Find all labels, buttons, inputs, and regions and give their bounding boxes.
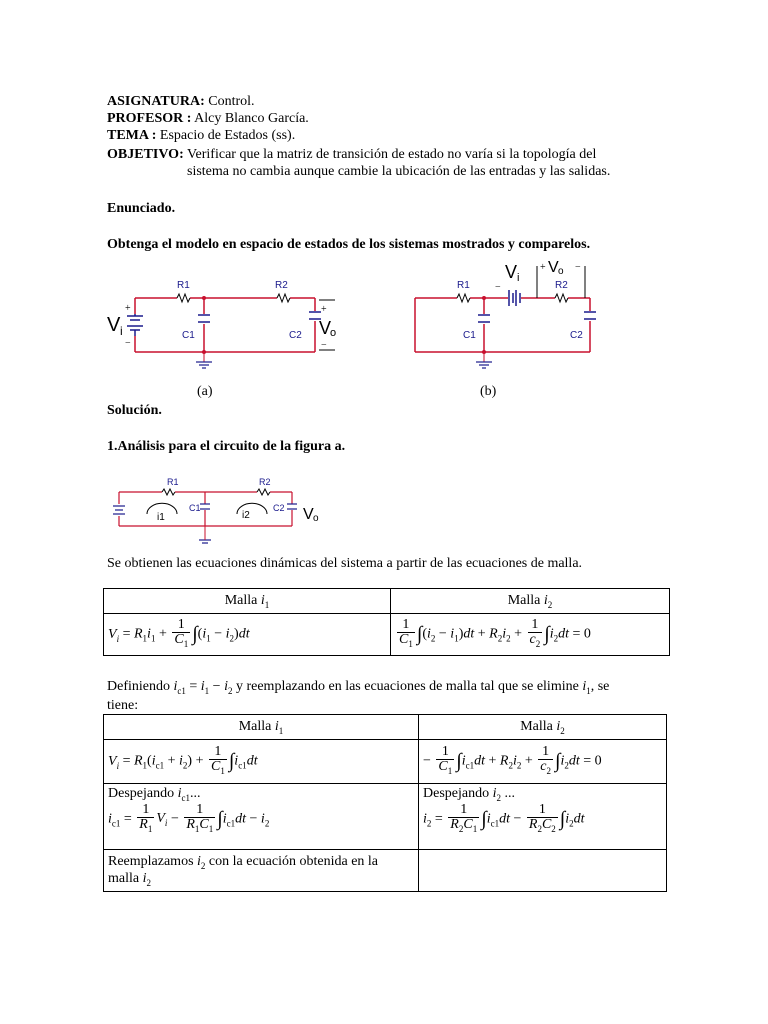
label-vi-sub: i (120, 324, 123, 338)
label-vi: V (107, 314, 121, 336)
circuit-figure-b (415, 256, 600, 384)
mesh-equations-table (103, 588, 670, 656)
asignatura-line (107, 93, 255, 110)
dynamics-text: Se obtienen las ecuaciones dinámicas del sistema a partir de las ecuaciones de malla. (107, 556, 583, 571)
table2-eq-2: − $\frac{1}{C_1}$ $\int i_{c1}dt + R_2i_2$ + $\frac{1}{c_2}$ $\int i_2dt = 0$ (419, 740, 667, 784)
label-c2-m: C2 (273, 503, 285, 513)
table2-despejando-1: Despejando $i_{c1}$... $i_{c1}$ = $\frac{1}{R_1}$ $V_i$ − $\frac{1}{R_1C_1}$ $\int i_{c1}dt - i_2$ (104, 784, 419, 850)
label-r2-m: R2 (259, 477, 271, 487)
label-vi-sub-b: i (517, 272, 520, 284)
label-vo: V (319, 318, 332, 338)
label-vi-b: V (505, 262, 518, 282)
label-vi-minus-b: − (495, 282, 501, 293)
substitution-table (103, 714, 667, 892)
label-c2: C2 (289, 330, 302, 341)
table2-reemplazamos: Reemplazamos $i_2$ con la ecuación obtenida en la malla $i_2$ (104, 850, 419, 892)
table1-header-1: Malla $i_1$ (104, 589, 391, 614)
table2-header-1: Malla $i_1$ (104, 715, 419, 740)
label-c1-b: C1 (463, 330, 476, 341)
objetivo-label: OBJETIVO: (107, 147, 184, 162)
table1-eq-1: $V_i = R_1i_1$ + $\frac{1}{C_1}$ $\int(i_1 - i_2)dt$ (104, 614, 391, 656)
tema-value: Espacio de Estados (ss). (159, 128, 296, 143)
label-vo-sub-b: o (558, 266, 564, 277)
label-r1: R1 (177, 280, 190, 291)
label-r2: R2 (275, 280, 288, 291)
label-vi-minus: − (125, 338, 131, 349)
label-r1-b: R1 (457, 280, 470, 291)
label-r2-b: R2 (555, 280, 568, 291)
definiendo-line: Definiendo $i_{c1} = i_1 - i_2$ y reemplazando en las ecuaciones de malla tal que se elimine $i_1$, se (107, 679, 610, 696)
label-r1-m: R1 (167, 477, 179, 487)
label-i1: i1 (157, 512, 165, 523)
label-vo-plus-b: + (540, 262, 546, 273)
caption-b: (b) (480, 384, 497, 399)
profesor-label: PROFESOR : (107, 111, 192, 126)
problem-statement: Obtenga el modelo en espacio de estados de los sistemas mostrados y comparelos. (107, 237, 591, 252)
circuit-mesh-figure (107, 474, 327, 554)
label-c1: C1 (182, 330, 195, 341)
label-vo-b: V (548, 259, 559, 276)
label-vo-sub: o (330, 327, 337, 339)
table2-eq-1: $V_i = R_1(i_{c1} + i_2)$ + $\frac{1}{C_1}$ $\int i_{c1}dt$ (104, 740, 419, 784)
table2-despejando-2: Despejando $i_2$ ... $i_2$ = $\frac{1}{R_2C_1}$ $\int i_{c1}dt$ − $\frac{1}{R_2C_2}$ $\int i_2dt$ (419, 784, 667, 850)
objetivo-line (107, 146, 596, 163)
table1-eq-2: $\frac{1}{C_1}$ $\int(i_2 - i_1)dt + R_2i_2$ + $\frac{1}{c_2}$ $\int i_2dt = 0$ (391, 614, 670, 656)
label-vi-plus: + (125, 303, 131, 314)
table2-header-2: Malla $i_2$ (419, 715, 667, 740)
label-vo-minus-b: − (575, 262, 581, 273)
objetivo-text-2: sistema no cambia aunque cambie la ubicación de las entradas y las salidas. (187, 164, 611, 179)
label-i2: i2 (242, 510, 250, 521)
enunciado-heading: Enunciado. (107, 201, 176, 216)
tema-line (107, 127, 295, 144)
label-vo-plus: + (321, 304, 327, 315)
label-vo-minus: − (321, 340, 327, 351)
label-vo-sub-m: o (313, 513, 319, 524)
caption-a: (a) (197, 384, 213, 399)
label-c2-b: C2 (570, 330, 583, 341)
profesor-value: Alcy Blanco García. (194, 111, 309, 126)
table1-header-2: Malla $i_2$ (391, 589, 670, 614)
asignatura-value: Control. (208, 94, 255, 109)
solucion-heading: Solución. (107, 403, 162, 418)
circuit-figure-a (107, 256, 337, 384)
analysis-heading: 1.Análisis para el circuito de la figura a. (107, 439, 346, 454)
profesor-line (107, 110, 309, 127)
objetivo-text-1: Verificar que la matriz de transición de estado no varía si la topología del (186, 147, 597, 162)
tema-label: TEMA : (107, 128, 157, 143)
asignatura-label: ASIGNATURA: (107, 94, 205, 109)
tiene-text: tiene: (107, 698, 139, 713)
table2-empty-cell (419, 850, 667, 892)
label-vo-m: V (303, 506, 314, 523)
label-c1-m: C1 (189, 503, 201, 513)
